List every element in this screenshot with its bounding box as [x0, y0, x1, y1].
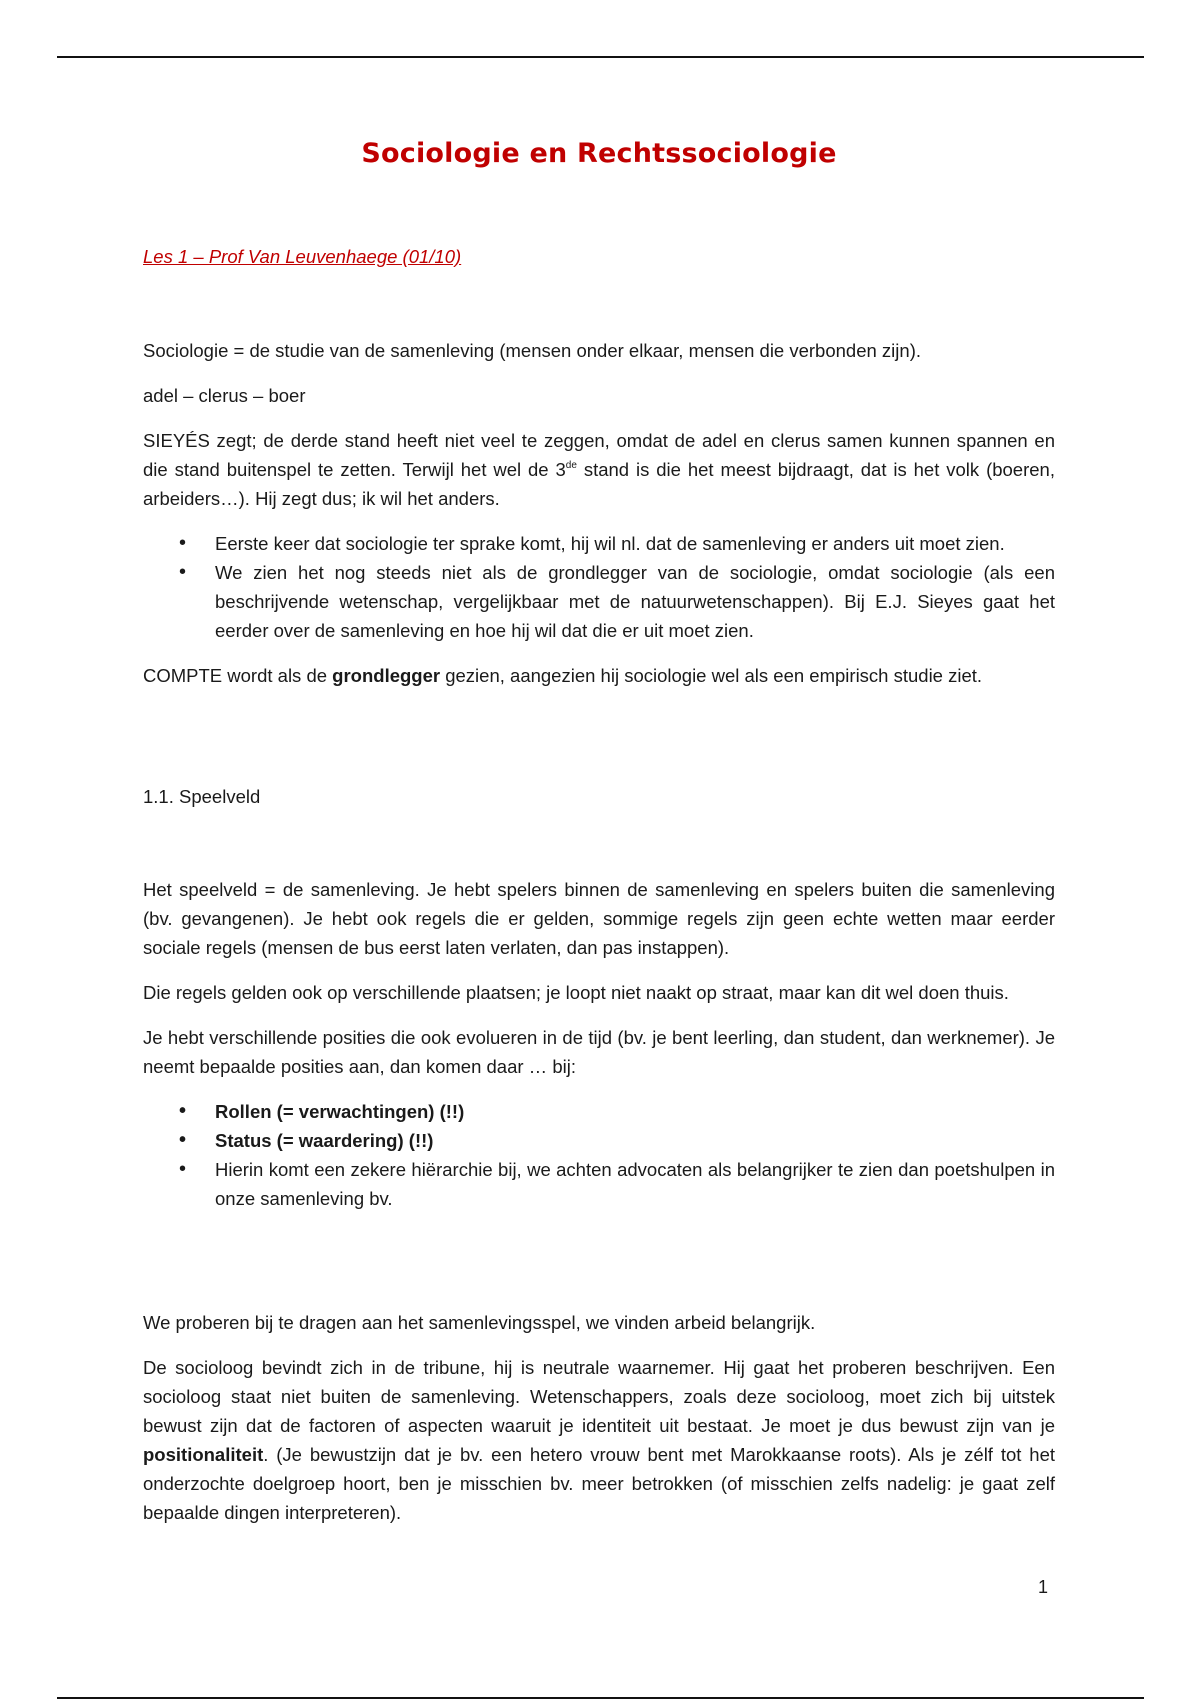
page-number: 1 [1038, 1577, 1049, 1597]
list-item: • We zien het nog steeds niet als de grondlegger van de sociologie, omdat sociologie (als een beschrijvende wetenschap, vergelijkbaar met de natuurwetenschappen). Bij E.J. Sieyes gaat het eerder over de samenleving en hoe hij wil dat die er uit moet zien. [143, 558, 1055, 645]
sieyes-text-2: stand is die het meest bijdraagt, dat is het volk (boeren, arbeiders…). Hij zegt dus; ik wil het anders. [143, 459, 1055, 509]
list-item: • Status (= waardering) (!!) [143, 1126, 1055, 1155]
list-item: • Eerste keer dat sociologie ter sprake komt, hij wil nl. dat de samenleving er anders uit moet zien. [143, 529, 1055, 558]
speelveld-section [143, 875, 1055, 1213]
document-title: Sociologie en Rechtssociologie [361, 138, 837, 169]
socioloog-section [143, 1308, 1055, 1527]
socioloog-bold-term: positionaliteit [143, 1444, 264, 1465]
paragraph-arbeid: We proberen bij te dragen aan het samenlevingsspel, we vinden arbeid belangrijk. [143, 1312, 816, 1333]
paragraph-sieyes [143, 426, 1055, 513]
socioloog-text-1: De socioloog bevindt zich in de tribune, hij is neutrale waarnemer. Hij gaat het proberen beschrijven. Een socioloog staat niet buiten de samenleving. Wetenschappers, zoals deze socioloog, moet zich bij uitstek bewust zijn dat de factoren of aspecten waaruit je identiteit uit bestaat. Je moet je dus bewust zijn van je [143, 1357, 1055, 1436]
paragraph-definition: Sociologie = de studie van de samenleving (mensen onder elkaar, mensen die verbonden zijn). [143, 340, 921, 361]
paragraph-compte [143, 661, 1055, 690]
sieyes-superscript: de [565, 460, 577, 471]
header-rule [57, 56, 1144, 58]
bullet-list-posities [143, 1097, 1055, 1213]
sieyes-text-1: SIEYÉS zegt; de derde stand heeft niet veel te zeggen, omdat de adel en clerus samen kunnen spannen en die stand buitenspel te zetten. Terwijl het wel de 3 [143, 430, 1055, 480]
intro-section [143, 336, 1055, 690]
list-item: • Hierin komt een zekere hiërarchie bij, we achten advocaten als belangrijker te zien dan poetshulpen in onze samenleving bv. [143, 1155, 1055, 1213]
paragraph-estates: adel – clerus – boer [143, 385, 306, 406]
paragraph-socioloog [143, 1353, 1055, 1527]
list-item: • Rollen (= verwachtingen) (!!) [143, 1097, 1055, 1126]
section-heading: 1.1. Speelveld [143, 786, 261, 807]
lesson-header: Les 1 – Prof Van Leuvenhaege (01/10) [143, 246, 462, 267]
bullet-list-sieyes [143, 529, 1055, 645]
compte-text-1: COMPTE wordt als de [143, 665, 333, 686]
compte-bold-term: grondlegger [332, 665, 441, 686]
footer-rule [57, 1697, 1144, 1699]
paragraph-speelveld: Het speelveld = de samenleving. Je hebt spelers binnen de samenleving en spelers buiten die samenleving (bv. gevangenen). Je hebt ook regels die er gelden, sommige regels zijn geen echte wetten maar eerder sociale regels (mensen de bus eerst laten verlaten, dan pas instappen). [143, 879, 1055, 958]
socioloog-text-2: . (Je bewustzijn dat je bv. een hetero vrouw bent met Marokkaanse roots). Als je zélf tot het onderzochte doelgroep hoort, ben je misschien bv. meer betrokken (of misschien zelfs nadelig: je gaat zelf bepaalde dingen interpreteren). [143, 1444, 1055, 1523]
paragraph-regels: Die regels gelden ook op verschillende plaatsen; je loopt niet naakt op straat, maar kan dit wel doen thuis. [143, 982, 1009, 1003]
compte-text-2: gezien, aangezien hij sociologie wel als een empirisch studie ziet. [440, 665, 983, 686]
paragraph-posities: Je hebt verschillende posities die ook evolueren in de tijd (bv. je bent leerling, dan student, dan werknemer). Je neemt bepaalde posities aan, dan komen daar … bij: [143, 1027, 1055, 1077]
